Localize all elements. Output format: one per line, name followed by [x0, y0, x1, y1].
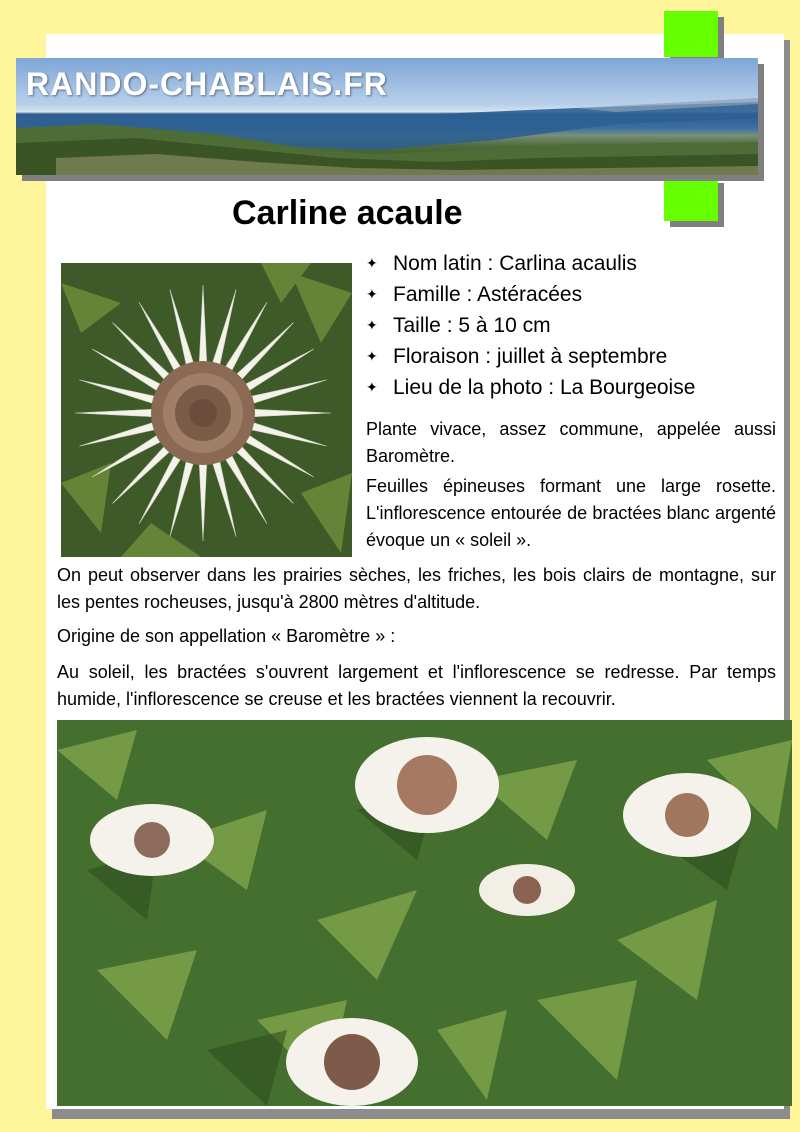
flower-photo-closeup: [61, 263, 352, 557]
fact-flowering: ✦ Floraison : juillet à septembre: [366, 341, 695, 372]
origin-paragraph: Au soleil, les bractées s'ouvrent largement et l'inflorescence se redresse. Par temps humide, l'inflorescence se creuse et les bractées viennent la recouvrir.: [57, 662, 776, 709]
page-title: Carline acaule: [232, 194, 463, 232]
facts-list: [366, 248, 695, 403]
bullet-icon: ✦: [366, 255, 378, 271]
site-title: RANDO-CHABLAIS.FR: [26, 66, 388, 102]
bullet-icon: ✦: [366, 379, 378, 395]
fact-photo-location: ✦ Lieu de la photo : La Bourgeoise: [366, 372, 695, 403]
habitat-paragraph: On peut observer dans les prairies sèches, les friches, les bois clairs de montagne, sur les pentes rocheuses, jusqu'à 2800 mètres d'altitude.: [57, 565, 776, 612]
green-block-bottom: [664, 176, 718, 221]
bullet-icon: ✦: [366, 348, 378, 364]
bullet-icon: ✦: [366, 317, 378, 333]
fact-family: ✦ Famille : Astéracées: [366, 279, 695, 310]
fact-size: ✦ Taille : 5 à 10 cm: [366, 310, 695, 341]
origin-heading: Origine de son appellation « Baromètre » :: [57, 626, 396, 646]
page-shadow-bottom: [52, 1108, 790, 1119]
bullet-icon: ✦: [366, 286, 378, 302]
description-paragraph-2: Feuilles épineuses formant une large rosette. L'inflorescence entourée de bractées blanc argenté évoque un « soleil ».: [366, 476, 776, 550]
flower-photo-group: [57, 720, 792, 1106]
fact-latin-name: ✦ Nom latin : Carlina acaulis: [366, 248, 695, 279]
green-block-top: [664, 11, 718, 57]
description-paragraph-1: Plante vivace, assez commune, appelée aussi Baromètre.: [366, 419, 776, 466]
